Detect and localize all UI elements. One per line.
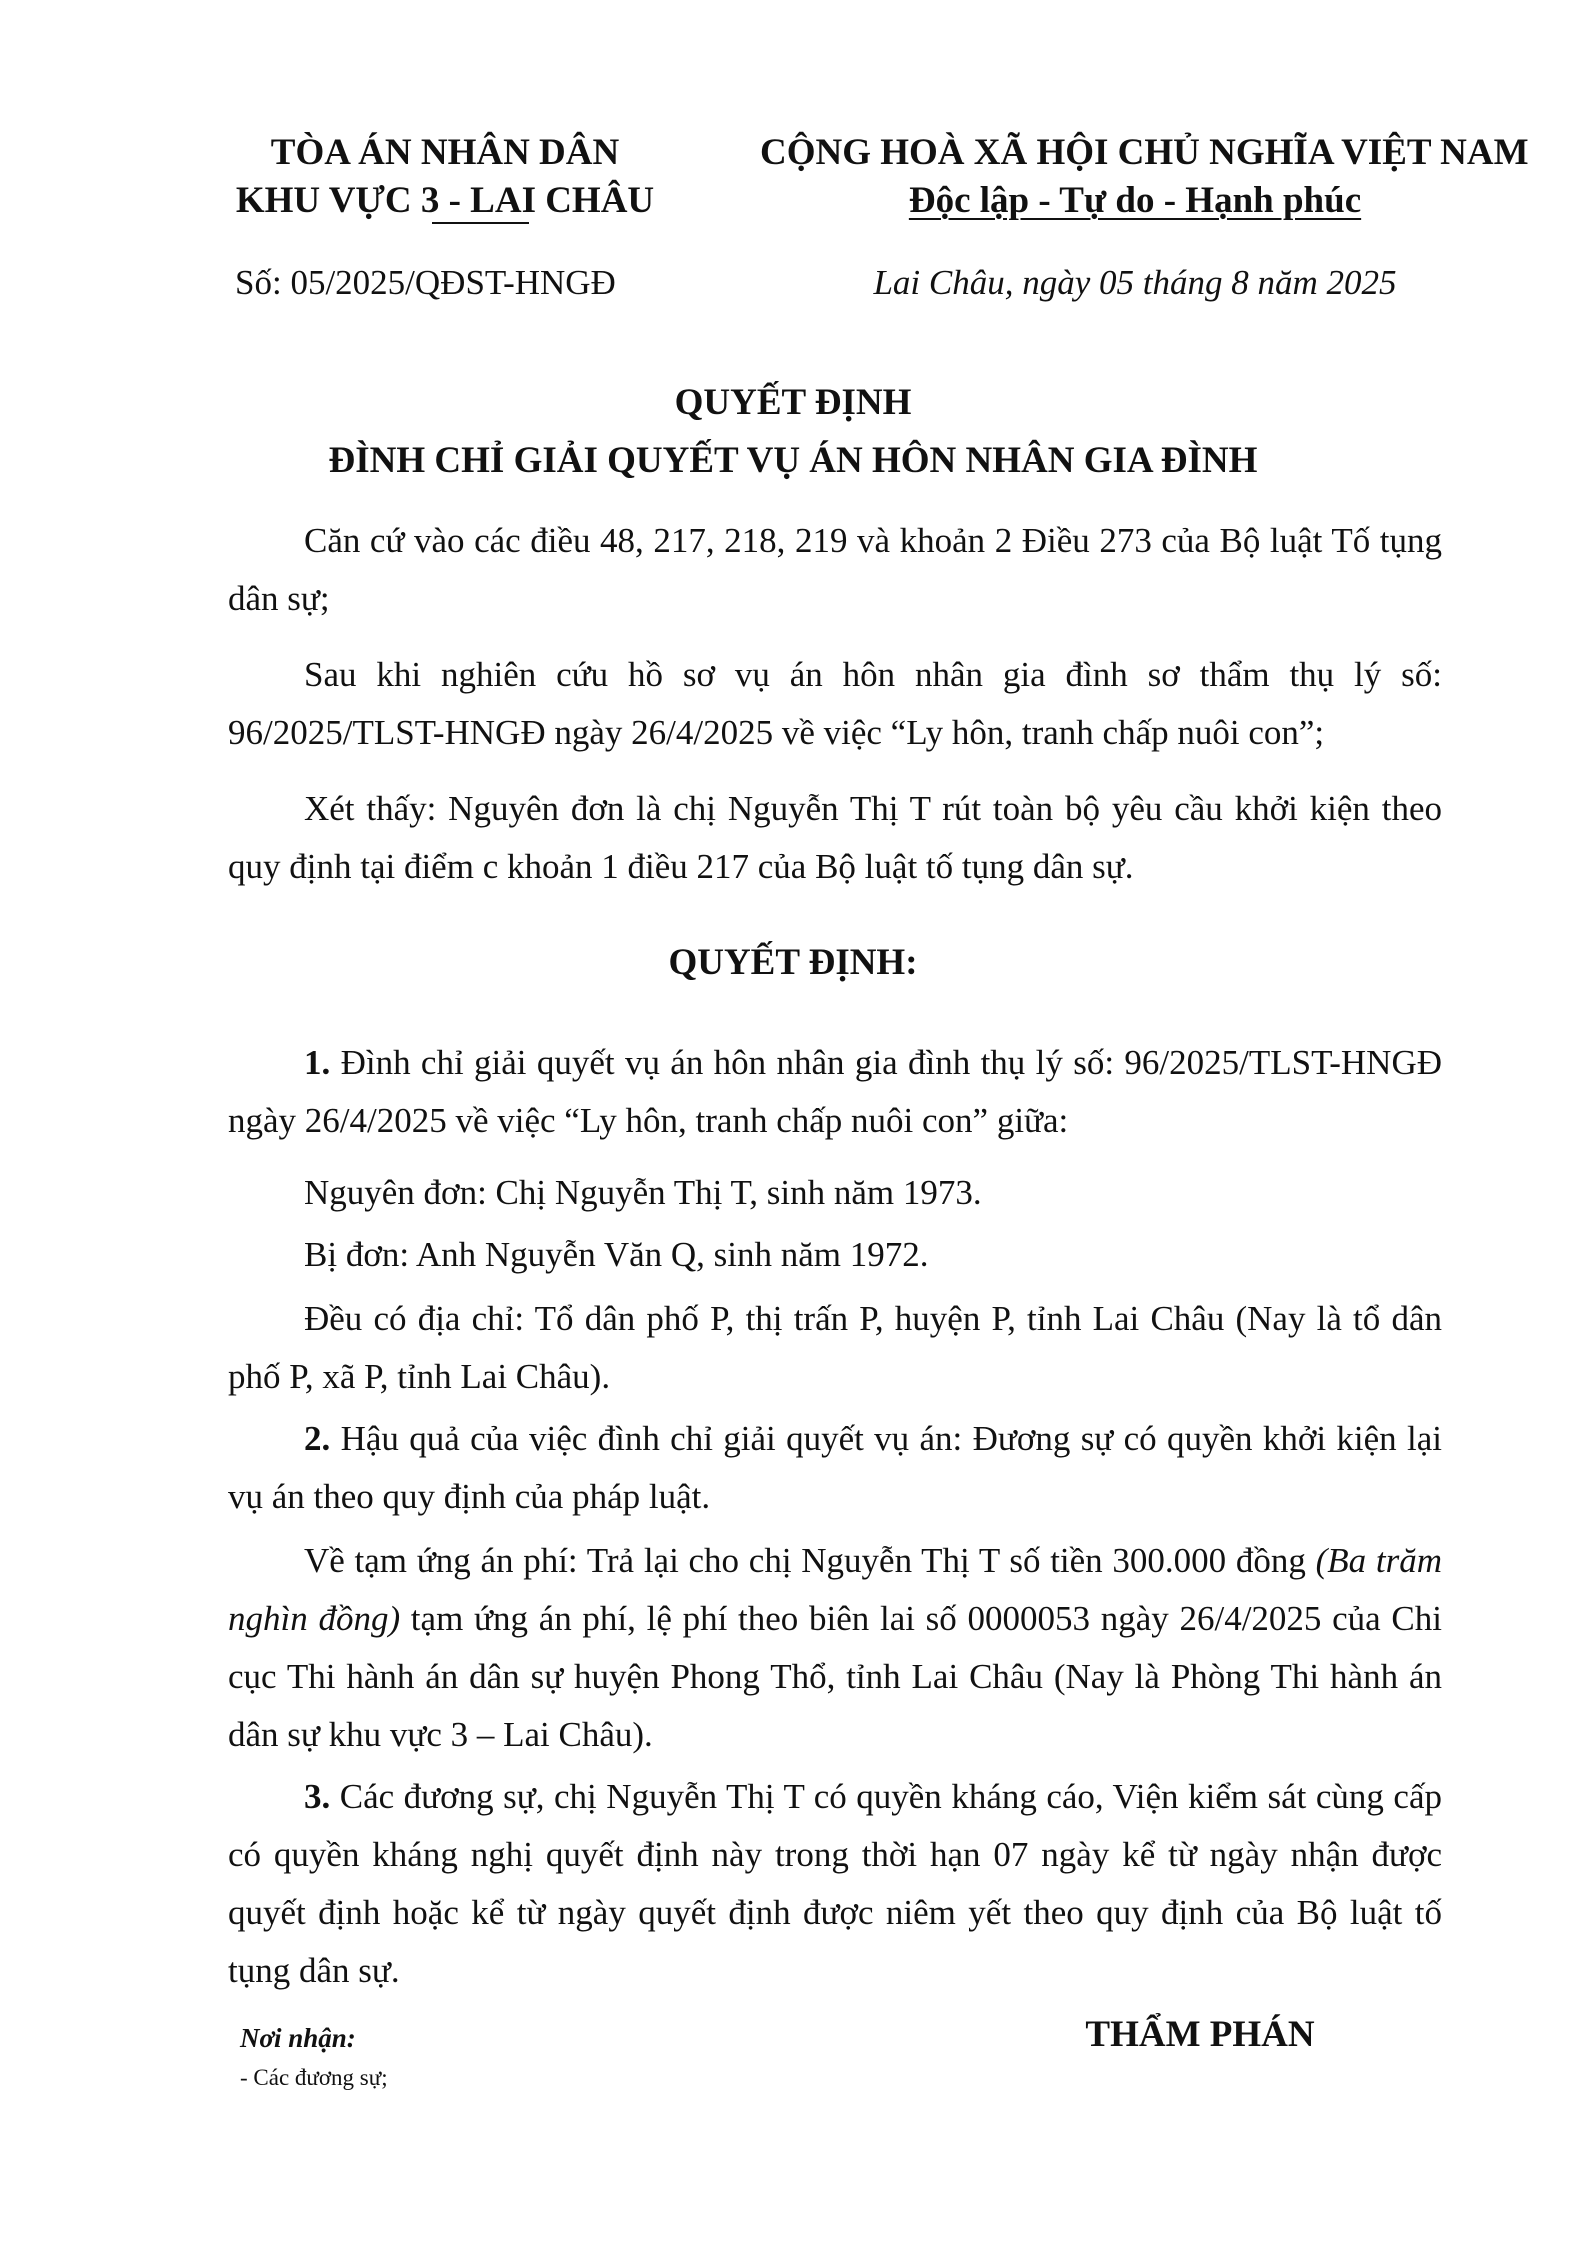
fee-refund-paragraph (228, 1532, 1442, 1764)
court-name: TÒA ÁN NHÂN DÂN (270, 132, 620, 173)
document-title: QUYẾT ĐỊNH (674, 382, 912, 423)
plaintiff-line: Nguyên đơn: Chị Nguyễn Thị T, sinh năm 1973. (304, 1173, 982, 1212)
court-region-underline (432, 222, 529, 224)
item-1-paragraph (228, 1034, 1442, 1150)
recipients-item: - Các đương sự; (240, 2065, 388, 2090)
legal-basis-paragraph: Căn cứ vào các điều 48, 217, 218, 219 và khoản 2 Điều 273 của Bộ luật Tố tụng dân sự; (228, 521, 1442, 618)
item-2-number: 2. (304, 1419, 331, 1458)
signer-title: THẨM PHÁN (1085, 2014, 1315, 2055)
address-paragraph: Đều có địa chỉ: Tổ dân phố P, thị trấn P, huyện P, tỉnh Lai Châu (Nay là tổ dân phố P, xã P, tỉnh Lai Châu). (228, 1299, 1442, 1396)
fee-text-part-2: tạm ứng án phí, lệ phí theo biên lai số 0000053 ngày 26/4/2025 của Chi cục Thi hành án dân sự huyện Phong Thổ, tỉnh Lai Châu (Nay là Phòng Thi hành án dân sự khu vực 3 – Lai Châu). (228, 1599, 1442, 1754)
item-2-text: Hậu quả của việc đình chỉ giải quyết vụ án: Đương sự có quyền khởi kiện lại vụ án theo quy định của pháp luật. (228, 1419, 1442, 1516)
item-2-paragraph (228, 1410, 1442, 1526)
defendant-line: Bị đơn: Anh Nguyễn Văn Q, sinh năm 1972. (304, 1235, 929, 1274)
nation-name: CỘNG HOÀ XÃ HỘI CHỦ NGHĨA VIỆT NAM (760, 132, 1529, 173)
decision-number: Số: 05/2025/QĐST-HNGĐ (235, 263, 616, 302)
case-review-paragraph: Sau khi nghiên cứu hồ sơ vụ án hôn nhân gia đình sơ thẩm thụ lý số: 96/2025/TLST-HNGĐ ngày 26/4/2025 về việc “Ly hôn, tranh chấp nuôi con”; (228, 655, 1442, 752)
item-1-number: 1. (304, 1043, 331, 1082)
item-3-text: Các đương sự, chị Nguyễn Thị T có quyền kháng cáo, Viện kiểm sát cùng cấp có quyền kháng nghị quyết định này trong thời hạn 07 ngày kể từ ngày nhận được quyết định hoặc kể từ ngày quyết định được niêm yết theo quy định của Bộ luật tố tụng dân sự. (228, 1777, 1442, 1990)
court-region: KHU VỰC 3 - LAI CHÂU (235, 180, 655, 221)
finding-paragraph: Xét thấy: Nguyên đơn là chị Nguyễn Thị T rút toàn bộ yêu cầu khởi kiện theo quy định tại điểm c khoản 1 điều 217 của Bộ luật tố tụng dân sự. (228, 789, 1442, 886)
item-3-paragraph (228, 1768, 1442, 2000)
item-1-text: Đình chỉ giải quyết vụ án hôn nhân gia đình thụ lý số: 96/2025/TLST-HNGĐ ngày 26/4/2025 về việc “Ly hôn, tranh chấp nuôi con” giữa: (228, 1043, 1442, 1140)
item-3-number: 3. (304, 1777, 331, 1816)
document-subtitle: ĐÌNH CHỈ GIẢI QUYẾT VỤ ÁN HÔN NHÂN GIA ĐÌNH (328, 440, 1258, 481)
recipients-label: Nơi nhận: (240, 2023, 356, 2053)
fee-text-part-1: Về tạm ứng án phí: Trả lại cho chị Nguyễn Thị T số tiền 300.000 đồng (304, 1541, 1316, 1580)
fee-amount-in-words: (Ba trăm nghìn đồng) (228, 1541, 1443, 1638)
place-and-date: Lai Châu, ngày 05 tháng 8 năm 2025 (873, 263, 1397, 302)
decision-heading: QUYẾT ĐỊNH: (668, 942, 918, 983)
national-motto: Độc lập - Tự do - Hạnh phúc (908, 180, 1362, 221)
